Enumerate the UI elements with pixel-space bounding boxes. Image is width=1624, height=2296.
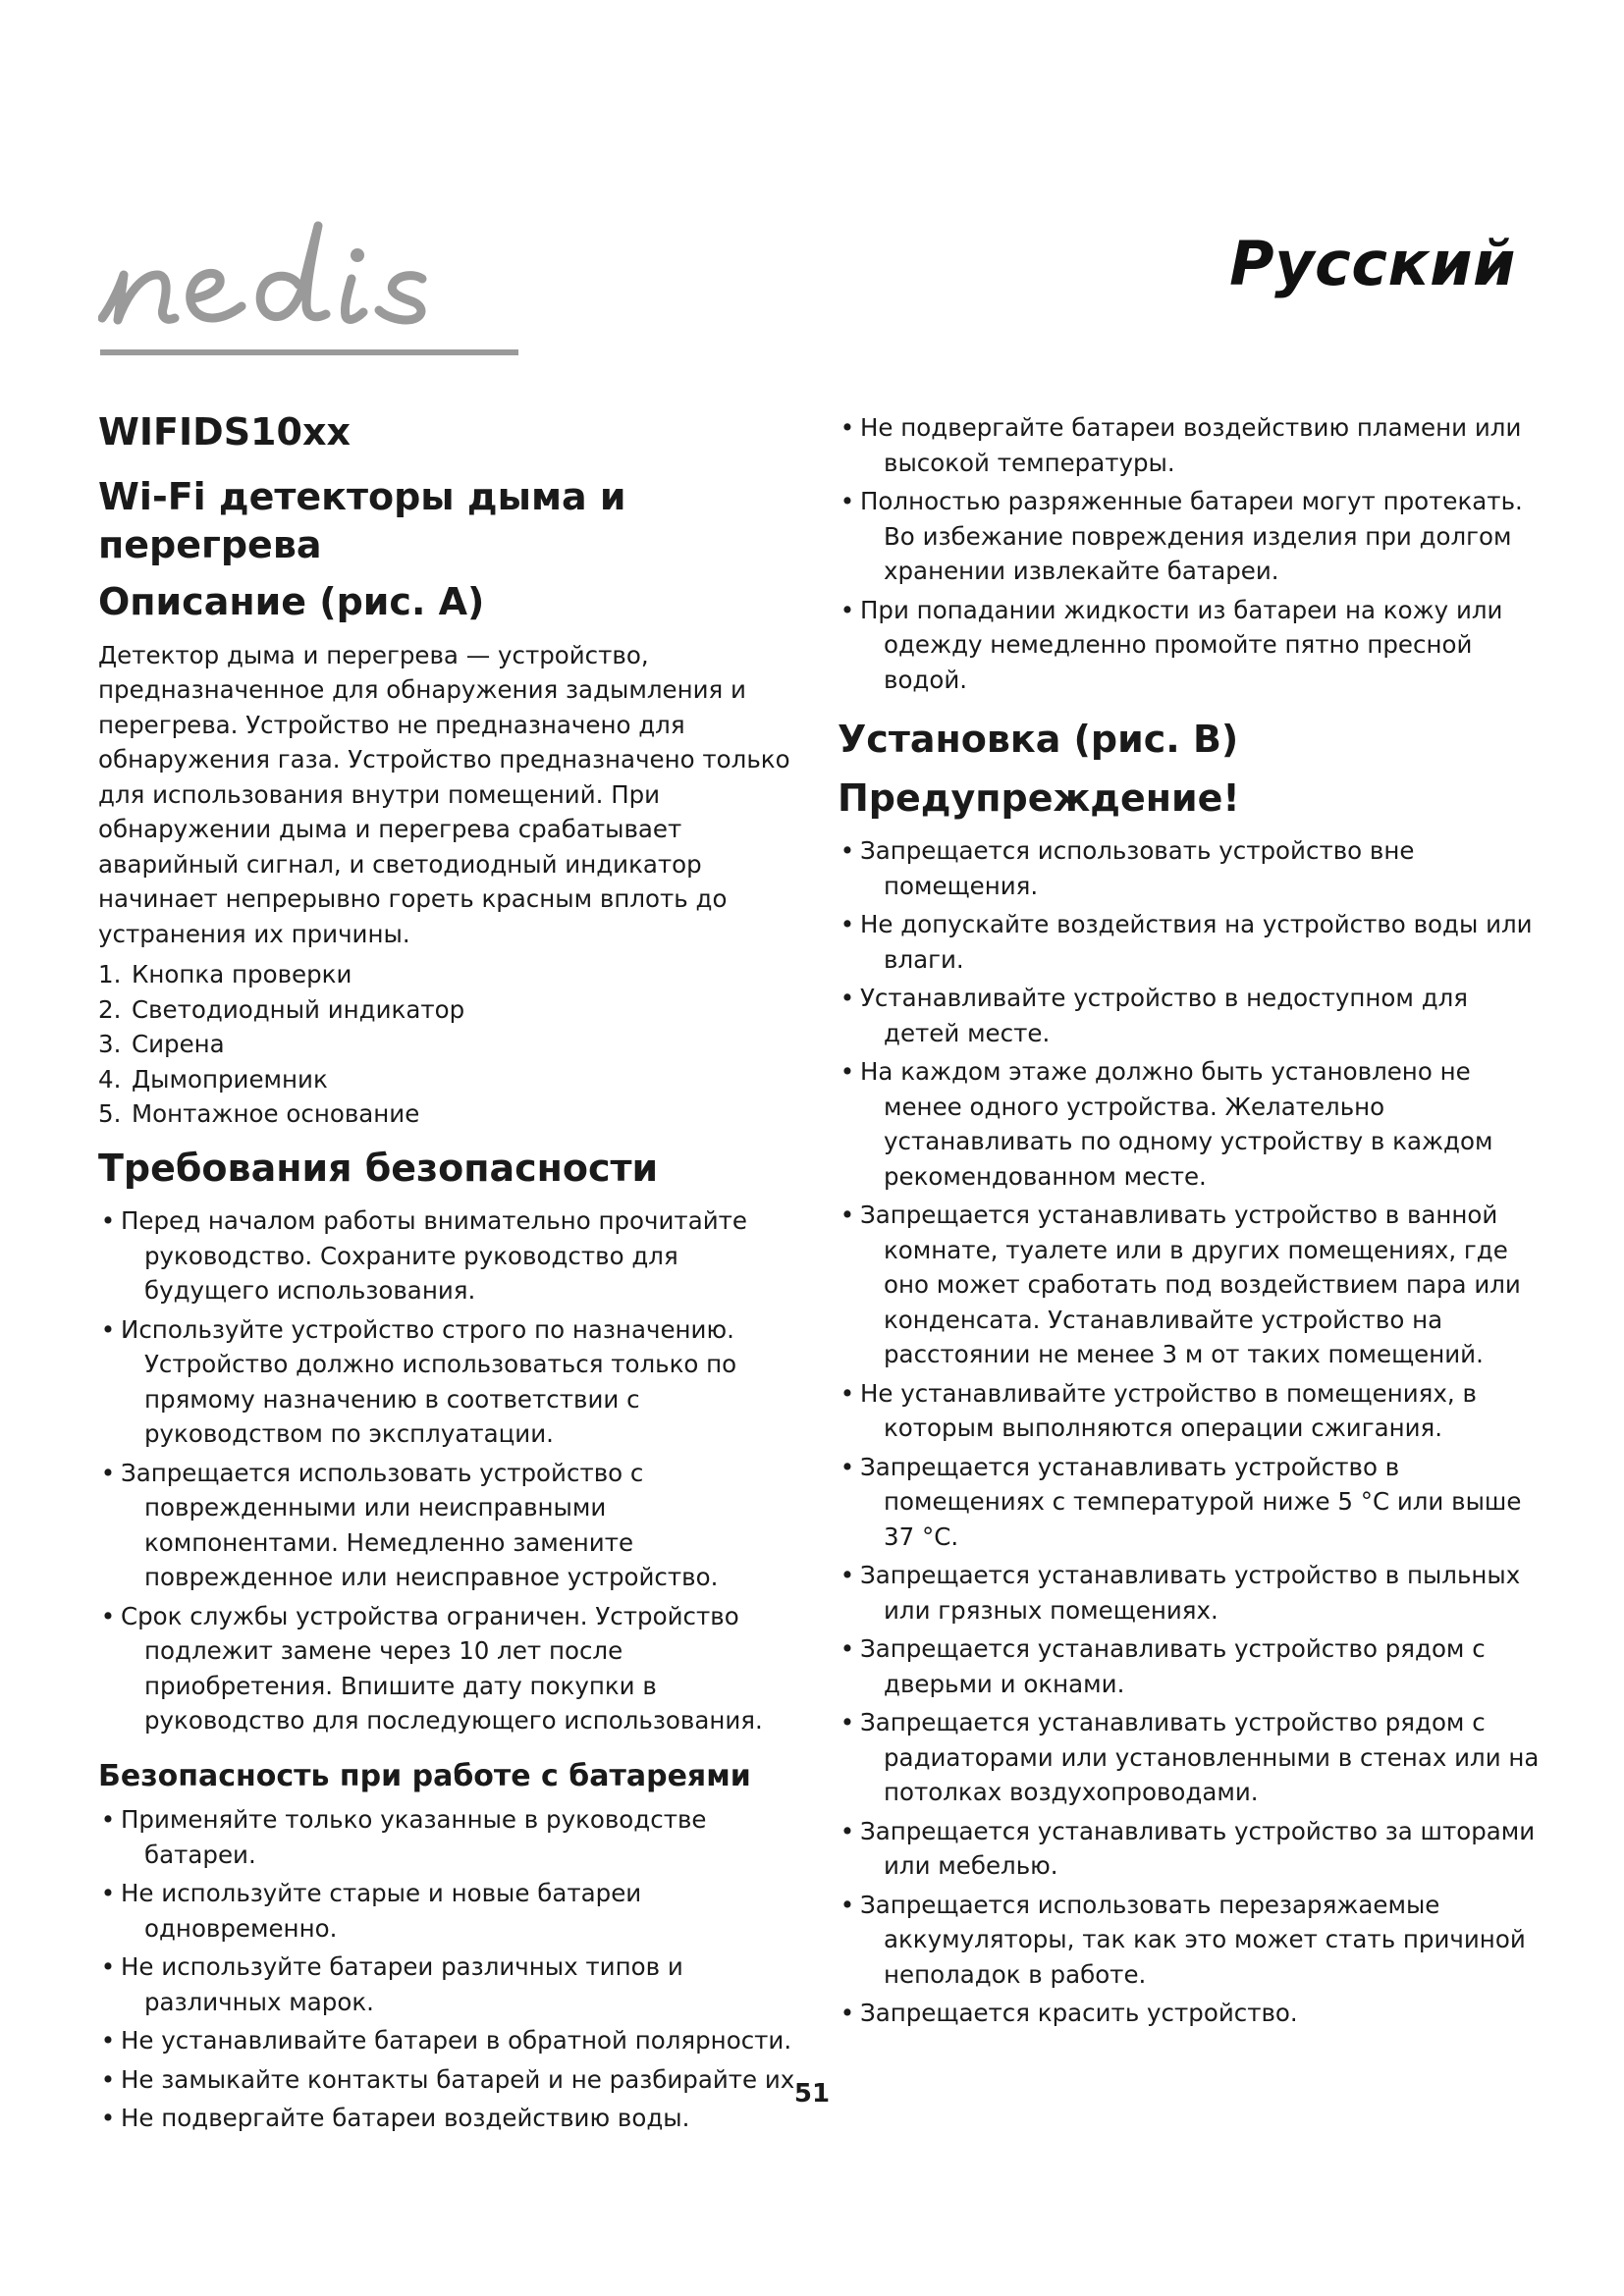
- page-number: 51: [793, 2079, 831, 2109]
- left-column: [98, 410, 805, 2156]
- warning-heading: Предупреждение!: [838, 775, 1240, 820]
- safety-list: [98, 1203, 805, 1738]
- list-item: • Запрещается красить устройство.: [838, 1996, 1544, 2031]
- list-item: • Не подвергайте батареи воздействию пламени или высокой температуры.: [838, 410, 1544, 480]
- list-item: • Запрещается устанавливать устройство рядом с дверьми и окнами.: [838, 1631, 1544, 1701]
- list-item: • При попадании жидкости из батареи на кожу или одежду немедленно промойте пятно пресной водой.: [838, 593, 1544, 698]
- list-item: • Устанавливайте устройство в недоступном для детей месте.: [838, 981, 1544, 1050]
- model-number: WIFIDS10xx: [98, 410, 351, 454]
- list-item: • Запрещается устанавливать устройство за шторами или мебелью.: [838, 1814, 1544, 1884]
- list-item: • Перед началом работы внимательно прочитайте руководство. Сохраните руководство для будущего использования.: [98, 1203, 805, 1308]
- warning-list: [838, 833, 1544, 2031]
- list-item: • Применяйте только указанные в руководстве батареи.: [98, 1802, 805, 1872]
- description-text: Детектор дыма и перегрева — устройство, предназначенное для обнаружения задымления и перегрева. Устройство не предназначено для обнаружения газа. Устройство предназначено только для использования внутри помещений. При обнаружении дыма и перегрева срабатывает аварийный сигнал, и светодиодный индикатор начинает непрерывно гореть красным вплоть до устранения их причины.: [98, 640, 790, 948]
- list-item: • Не устанавливайте батареи в обратной полярности.: [98, 2023, 805, 2058]
- logo-underline: [100, 349, 518, 355]
- list-item: • Полностью разряженные батареи могут протекать. Во избежание повреждения изделия при долгом хранении извлекайте батареи.: [838, 484, 1544, 589]
- description-heading: Описание (рис. A): [98, 580, 485, 624]
- parts-list: [98, 957, 805, 1132]
- list-item: 3. Сирена: [98, 1030, 225, 1059]
- language-title: Русский: [1229, 228, 1516, 299]
- battery-safety-list-continued: [838, 410, 1544, 697]
- nedis-logo: [98, 214, 520, 371]
- list-item: • Запрещается устанавливать устройство в ванной комнате, туалете или в других помещениях, где оно может сработать под воздействием пара или конденсата. Устанавливайте устройство на расстоянии не менее 3 м от таких помещений.: [838, 1198, 1544, 1372]
- list-item: • Запрещается использовать перезаряжаемые аккумуляторы, так как это может стать причиной неполадок в работе.: [838, 1888, 1544, 1993]
- list-item: • Срок службы устройства ограничен. Устройство подлежит замене через 10 лет после приобретения. Впишите дату покупки в руководство для последующего использования.: [98, 1599, 805, 1738]
- list-item: 2. Светодиодный индикатор: [98, 994, 465, 1024]
- list-item: • Запрещается использовать устройство с поврежденными или неисправными компонентами. Немедленно замените поврежденное или неисправное устройство.: [98, 1456, 805, 1595]
- list-item: • Не используйте батареи различных типов и различных марок.: [98, 1949, 805, 2019]
- safety-heading: Требования безопасности: [98, 1146, 659, 1190]
- battery-safety-heading: Безопасность при работе с батареями: [98, 1758, 751, 1793]
- nedis-logo-graphic: [98, 214, 520, 371]
- list-item: • Запрещается использовать устройство вне помещения.: [838, 833, 1544, 903]
- list-item: • Запрещается устанавливать устройство рядом с радиаторами или установленными в стенах или на потолках воздухопроводами.: [838, 1705, 1544, 1810]
- list-item: • Запрещается устанавливать устройство в пыльных или грязных помещениях.: [838, 1558, 1544, 1628]
- list-item: • Не устанавливайте устройство в помещениях, в которым выполняются операции сжигания.: [838, 1376, 1544, 1446]
- product-title: Wi-Fi детекторы дыма и перегрева: [98, 474, 626, 566]
- list-item: • Запрещается устанавливать устройство в помещениях с температурой ниже 5 °C или выше 37 °C.: [838, 1450, 1544, 1555]
- installation-heading: Установка (рис. B): [838, 718, 1239, 761]
- list-item: • Не подвергайте батареи воздействию воды.: [98, 2101, 805, 2136]
- list-item: 1. Кнопка проверки: [98, 960, 352, 989]
- list-item: • Не замыкайте контакты батарей и не разбирайте их.: [98, 2062, 805, 2098]
- list-item: 4. Дымоприемник: [98, 1064, 328, 1094]
- list-item: • На каждом этаже должно быть установлено не менее одного устройства. Желательно устанавливать по одному устройству в каждом рекомендованном месте.: [838, 1054, 1544, 1194]
- list-item: • Не используйте старые и новые батареи одновременно.: [98, 1876, 805, 1946]
- logo-dot-icon: [351, 248, 364, 262]
- list-item: • Не допускайте воздействия на устройство воды или влаги.: [838, 907, 1544, 977]
- list-item: 5. Монтажное основание: [98, 1099, 420, 1129]
- right-column: [838, 410, 1544, 2051]
- list-item: • Используйте устройство строго по назначению. Устройство должно использоваться только по прямому назначению в соответствии с руководством по эксплуатации.: [98, 1312, 805, 1452]
